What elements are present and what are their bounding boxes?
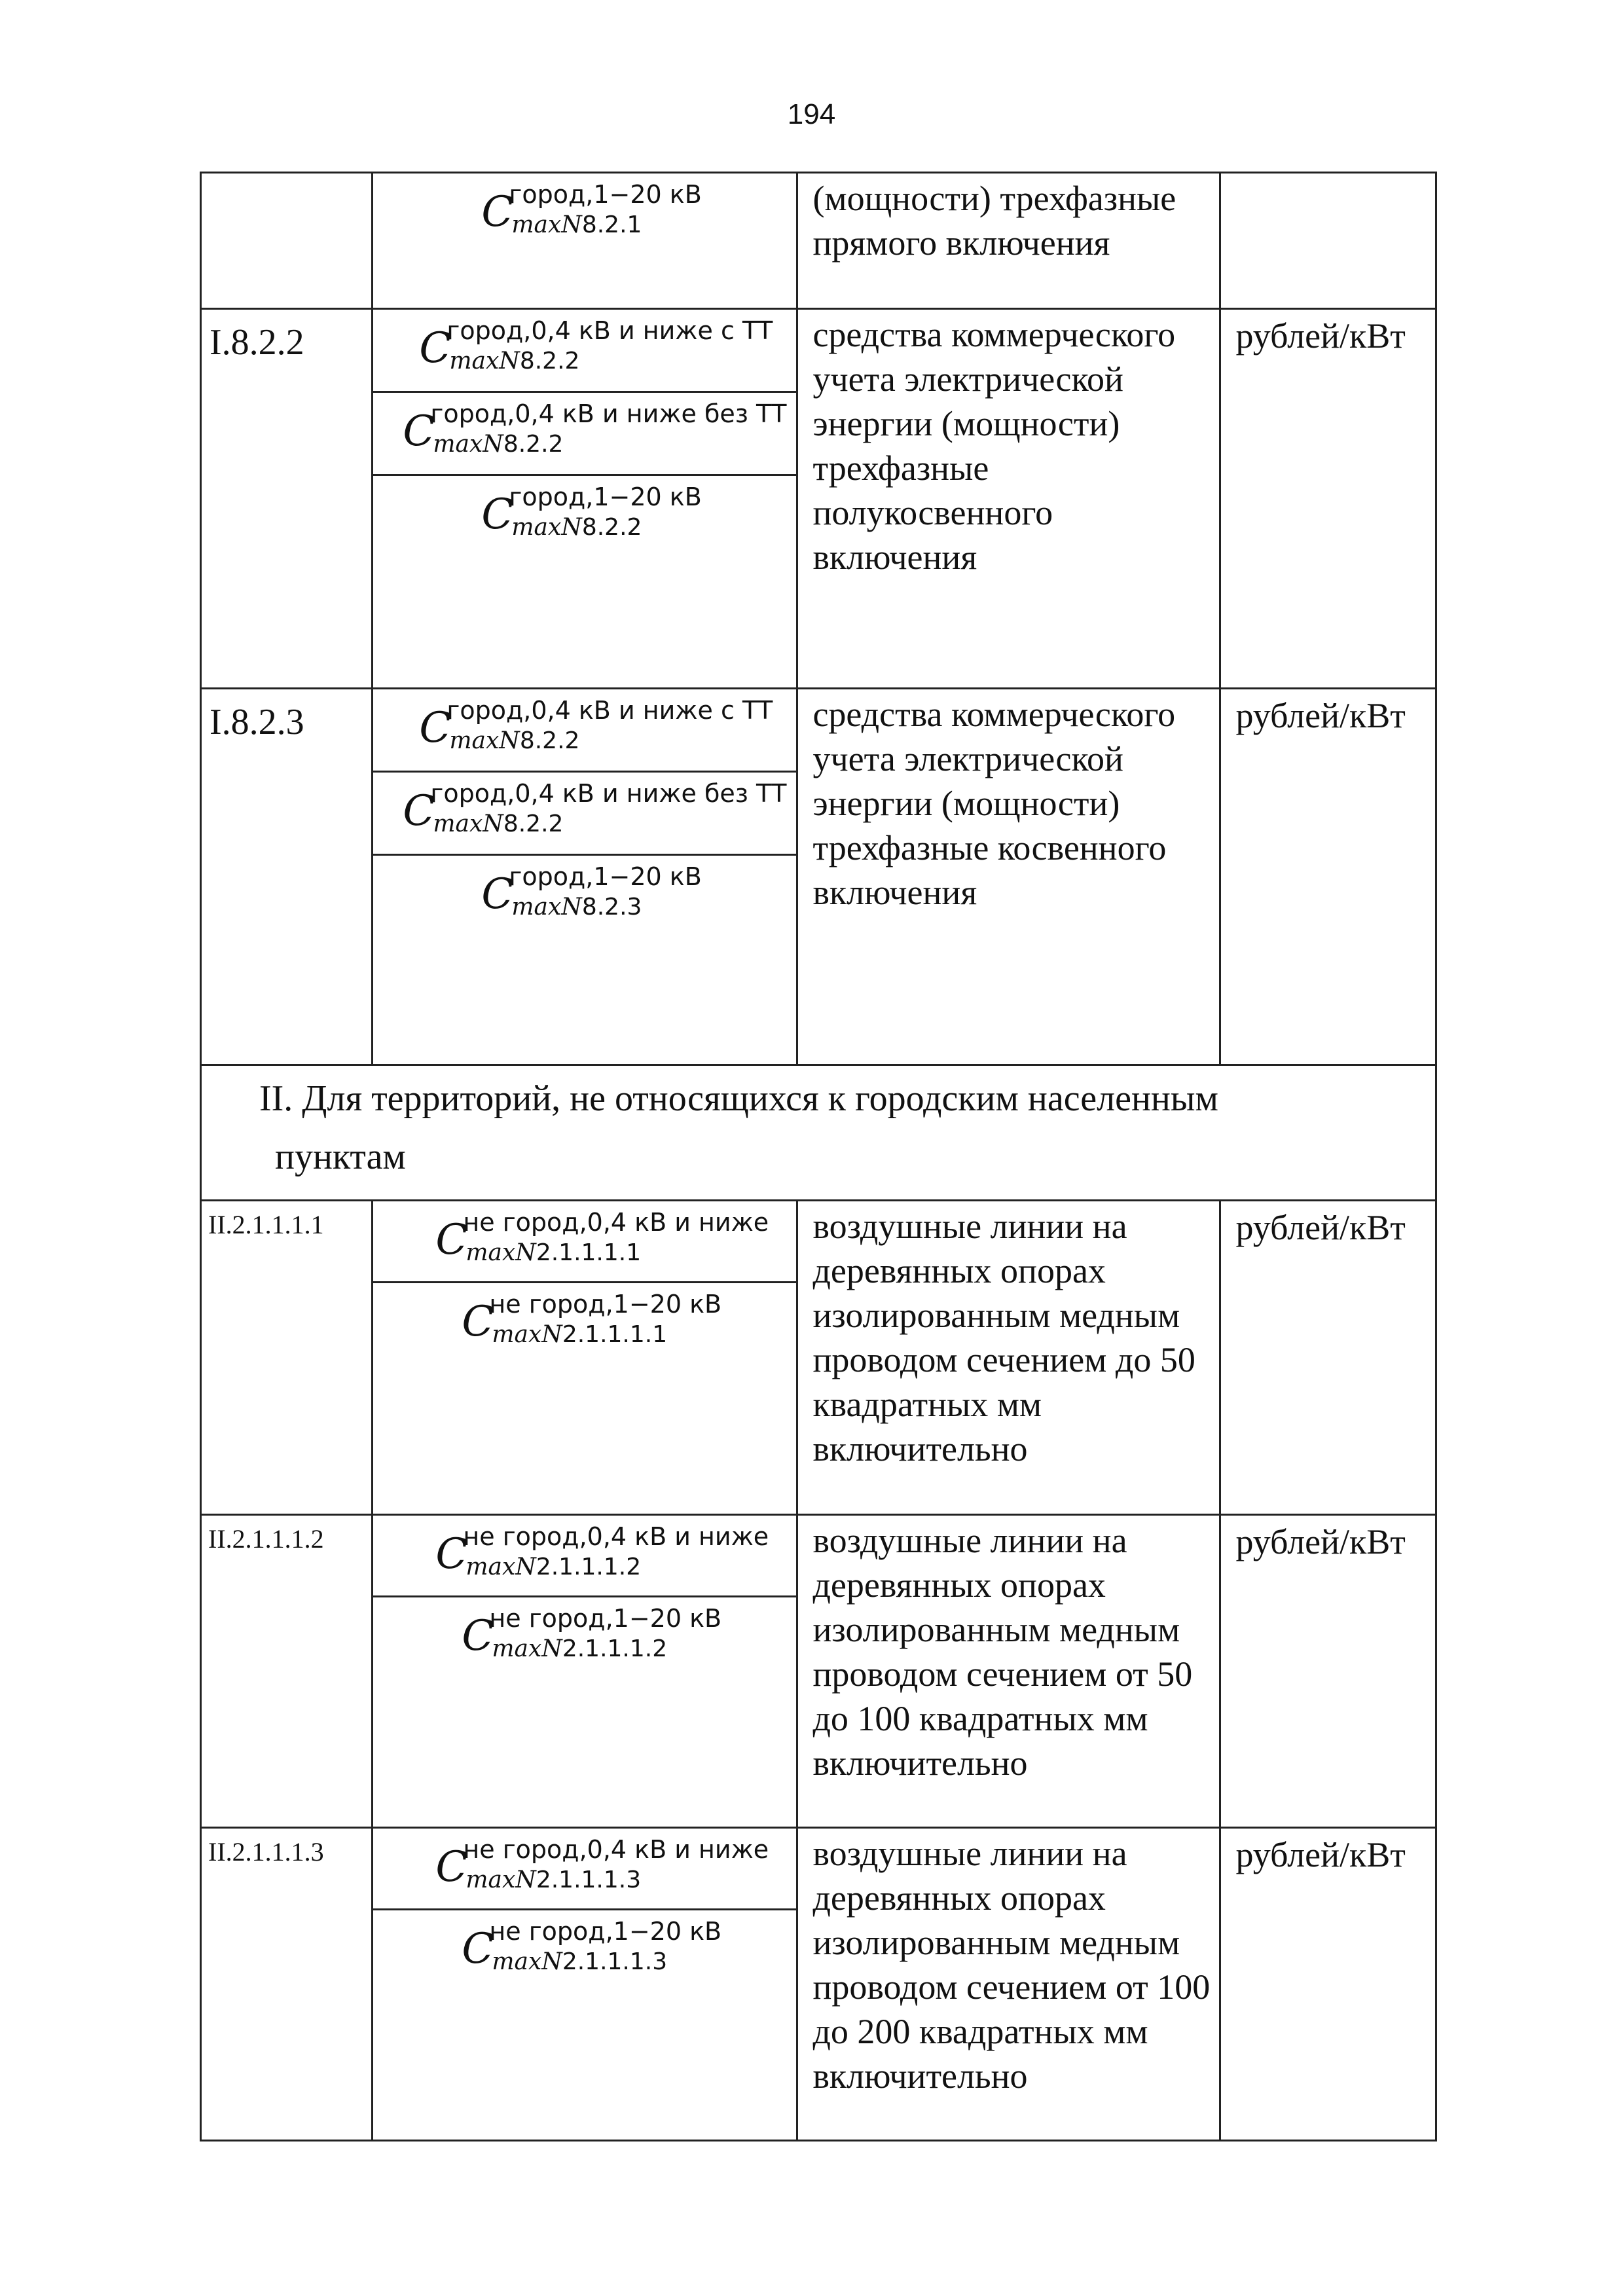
formula: C город,1−20 кВ maxN8.2.3 [481, 862, 702, 920]
formula: C город,0,4 кВ и ниже с ТТ maxN8.2.2 [373, 689, 796, 773]
formula: C не город,0,4 кВ и ниже maxN2.1.1.1.3 [373, 1829, 796, 1910]
row-code: II.2.1.1.1.1 [201, 1201, 373, 1515]
row-unit [1220, 173, 1436, 309]
row-code: I.8.2.2 [201, 309, 373, 689]
row-code [201, 173, 373, 309]
formula-cell [373, 309, 797, 689]
formula-cell [373, 173, 797, 309]
formula-cell [373, 1828, 797, 2141]
section-header-row [201, 1065, 1436, 1201]
row-unit: рублей/кВт [1220, 689, 1436, 1065]
formula: C не город,1−20 кВ maxN2.1.1.1.2 [462, 1604, 722, 1662]
formula: C город,0,4 кВ и ниже с ТТ maxN8.2.2 [373, 310, 796, 393]
row-description: средства коммерческого учета электрической энергии (мощности) трехфазные косвенного включения [797, 689, 1220, 1065]
row-unit: рублей/кВт [1220, 1828, 1436, 2141]
row-description: воздушные линии на деревянных опорах изолированным медным проводом сечением от 100 до 200 квадратных мм включительно [797, 1828, 1220, 2141]
table-row [201, 309, 1436, 689]
section-header: II. Для территорий, не относящихся к городским населенным пунктам [201, 1065, 1436, 1201]
formula: C не город,0,4 кВ и ниже maxN2.1.1.1.2 [373, 1516, 796, 1597]
page-number: 194 [787, 98, 836, 130]
row-description: воздушные линии на деревянных опорах изолированным медным проводом сечением от 50 до 100 квадратных мм включительно [797, 1515, 1220, 1828]
row-unit: рублей/кВт [1220, 1201, 1436, 1515]
row-description: воздушные линии на деревянных опорах изолированным медным проводом сечением до 50 квадратных мм включительно [797, 1201, 1220, 1515]
table-row [201, 1828, 1436, 2141]
formula: C город,0,4 кВ и ниже без ТТ maxN8.2.2 [373, 773, 796, 856]
formula: C город,0,4 кВ и ниже без ТТ maxN8.2.2 [373, 393, 796, 476]
row-code: I.8.2.3 [201, 689, 373, 1065]
formula: C город,1−20 кВ maxN8.2.2 [481, 483, 702, 541]
formula-cell [373, 1201, 797, 1515]
row-code: II.2.1.1.1.3 [201, 1828, 373, 2141]
row-code: II.2.1.1.1.2 [201, 1515, 373, 1828]
table-row [201, 1201, 1436, 1515]
table-row [201, 173, 1436, 309]
table-row [201, 1515, 1436, 1828]
formula: C не город,0,4 кВ и ниже maxN2.1.1.1.1 [373, 1201, 796, 1283]
formula-cell [373, 689, 797, 1065]
row-description: средства коммерческого учета электрической энергии (мощности) трехфазные полукосвенного включения [797, 309, 1220, 689]
formula: C город,1−20 кВ maxN8.2.1 [481, 180, 702, 238]
row-description: (мощности) трехфазные прямого включения [797, 173, 1220, 309]
formula-cell [373, 1515, 797, 1828]
tariff-table [200, 172, 1437, 2141]
row-unit: рублей/кВт [1220, 1515, 1436, 1828]
row-unit: рублей/кВт [1220, 309, 1436, 689]
formula: C не город,1−20 кВ maxN2.1.1.1.1 [462, 1290, 722, 1348]
table-row [201, 689, 1436, 1065]
formula: C не город,1−20 кВ maxN2.1.1.1.3 [462, 1917, 722, 1975]
